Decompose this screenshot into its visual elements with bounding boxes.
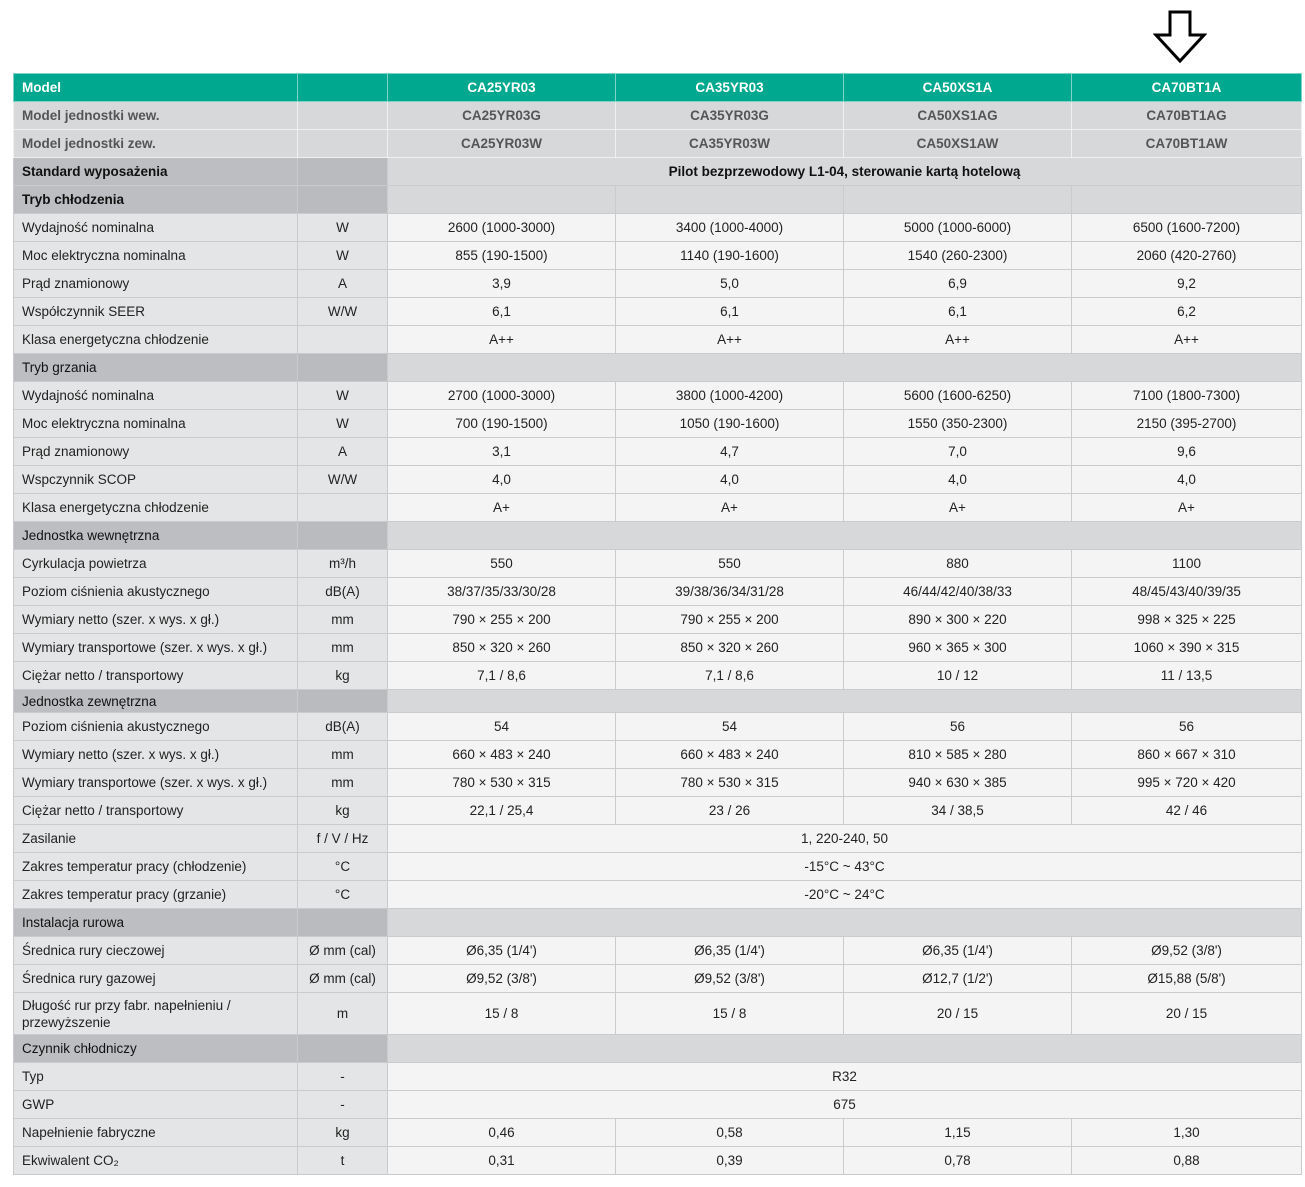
table-row xyxy=(14,769,1302,797)
refrigerant-value: 1,15 xyxy=(844,1119,1072,1147)
cooling-value: 5000 (1000-6000) xyxy=(844,214,1072,242)
cooling-label: Wydajność nominalna xyxy=(14,214,298,242)
section-blank xyxy=(616,186,844,214)
piping-value: 15 / 8 xyxy=(616,993,844,1035)
outdoor-model-label: Model jednostki zew. xyxy=(14,130,298,158)
cooling-unit xyxy=(298,326,388,354)
refrigerant-value: 0,88 xyxy=(1072,1147,1302,1175)
cooling-value: 3,9 xyxy=(388,270,616,298)
section-header xyxy=(14,186,1302,214)
heating-value: 4,7 xyxy=(616,438,844,466)
section-header xyxy=(14,1035,1302,1063)
section-blank xyxy=(388,522,1302,550)
section-blank xyxy=(388,186,616,214)
heating-unit: W xyxy=(298,410,388,438)
section-blank xyxy=(388,354,1302,382)
outdoor-unit-unit: dB(A) xyxy=(298,713,388,741)
table-row xyxy=(14,634,1302,662)
outdoor-unit-unit: mm xyxy=(298,769,388,797)
indoor-unit-value: 1060 × 390 × 315 xyxy=(1072,634,1302,662)
piping-unit: m xyxy=(298,993,388,1035)
general-unit: °C xyxy=(298,853,388,881)
section-header xyxy=(14,909,1302,937)
standard-row xyxy=(14,158,1302,186)
indoor-model-value: CA50XS1AG xyxy=(844,102,1072,130)
piping-value: Ø6,35 (1/4') xyxy=(616,937,844,965)
general-unit: f / V / Hz xyxy=(298,825,388,853)
section-blank xyxy=(298,909,388,937)
piping-value: Ø15,88 (5/8') xyxy=(1072,965,1302,993)
table-row xyxy=(14,578,1302,606)
indoor-unit-value: 550 xyxy=(616,550,844,578)
indoor-unit-value: 10 / 12 xyxy=(844,662,1072,690)
outdoor-unit-value: 54 xyxy=(388,713,616,741)
table-row xyxy=(14,797,1302,825)
table-row xyxy=(14,550,1302,578)
outdoor-unit-value: 54 xyxy=(616,713,844,741)
indoor-unit-value: 890 × 300 × 220 xyxy=(844,606,1072,634)
outdoor-unit-label: Poziom ciśnienia akustycznego xyxy=(14,713,298,741)
heating-value: 7100 (1800-7300) xyxy=(1072,382,1302,410)
table-row xyxy=(14,741,1302,769)
model-name: CA35YR03 xyxy=(616,74,844,102)
refrigerant-value: 0,58 xyxy=(616,1119,844,1147)
heating-unit: A xyxy=(298,438,388,466)
indoor-model-row xyxy=(14,102,1302,130)
table-row xyxy=(14,853,1302,881)
indoor-unit-value: 38/37/35/33/30/28 xyxy=(388,578,616,606)
refrigerant-unit: t xyxy=(298,1147,388,1175)
refrigerant-value: 1,30 xyxy=(1072,1119,1302,1147)
table-row xyxy=(14,410,1302,438)
table-row xyxy=(14,713,1302,741)
outdoor-unit-unit: mm xyxy=(298,741,388,769)
general-value: -15°C ~ 43°C xyxy=(388,853,1302,881)
table-row xyxy=(14,1091,1302,1119)
table-row xyxy=(14,214,1302,242)
indoor-unit-value: 1100 xyxy=(1072,550,1302,578)
indoor-unit-value: 960 × 365 × 300 xyxy=(844,634,1072,662)
outdoor-unit-value: 56 xyxy=(844,713,1072,741)
heating-value: A+ xyxy=(616,494,844,522)
section-blank xyxy=(1072,186,1302,214)
outdoor-unit-label: Ciężar netto / transportowy xyxy=(14,797,298,825)
outdoor-unit-value: 56 xyxy=(1072,713,1302,741)
outdoor-unit-value: 860 × 667 × 310 xyxy=(1072,741,1302,769)
outdoor-model-value: CA35YR03W xyxy=(616,130,844,158)
indoor-unit-unit: dB(A) xyxy=(298,578,388,606)
cooling-unit: W xyxy=(298,214,388,242)
heating-value: A+ xyxy=(844,494,1072,522)
outdoor-model-row xyxy=(14,130,1302,158)
table-row xyxy=(14,993,1302,1035)
table-row xyxy=(14,1063,1302,1091)
cooling-value: 1140 (190-1600) xyxy=(616,242,844,270)
outdoor-unit-section-title: Jednostka zewnętrzna xyxy=(14,690,298,713)
refrigerant-value: 0,78 xyxy=(844,1147,1072,1175)
indoor-unit-value: 7,1 / 8,6 xyxy=(616,662,844,690)
outdoor-unit-value: 42 / 46 xyxy=(1072,797,1302,825)
model-header-label: Model xyxy=(14,74,298,102)
cooling-value: 2600 (1000-3000) xyxy=(388,214,616,242)
refrigerant-value: R32 xyxy=(388,1063,1302,1091)
heating-value: 4,0 xyxy=(616,466,844,494)
piping-value: 20 / 15 xyxy=(844,993,1072,1035)
heating-value: 700 (190-1500) xyxy=(388,410,616,438)
heating-value: A+ xyxy=(1072,494,1302,522)
heating-label: Wspczynnik SCOP xyxy=(14,466,298,494)
cooling-value: 6,9 xyxy=(844,270,1072,298)
refrigerant-label: Typ xyxy=(14,1063,298,1091)
indoor-model-value: CA25YR03G xyxy=(388,102,616,130)
heating-value: 1050 (190-1600) xyxy=(616,410,844,438)
cooling-label: Moc elektryczna nominalna xyxy=(14,242,298,270)
indoor-unit-value: 7,1 / 8,6 xyxy=(388,662,616,690)
indoor-unit-value: 39/38/36/34/31/28 xyxy=(616,578,844,606)
piping-value: Ø9,52 (3/8') xyxy=(616,965,844,993)
cooling-value: A++ xyxy=(616,326,844,354)
cooling-value: 3400 (1000-4000) xyxy=(616,214,844,242)
table-row xyxy=(14,326,1302,354)
heating-label: Wydajność nominalna xyxy=(14,382,298,410)
section-header xyxy=(14,354,1302,382)
heating-unit: W xyxy=(298,382,388,410)
cooling-value: 6,1 xyxy=(616,298,844,326)
cooling-value: 6500 (1600-7200) xyxy=(1072,214,1302,242)
cooling-value: 5,0 xyxy=(616,270,844,298)
outdoor-model-value: CA25YR03W xyxy=(388,130,616,158)
table-row xyxy=(14,881,1302,909)
general-label: Zakres temperatur pracy (chłodzenie) xyxy=(14,853,298,881)
heating-value: 4,0 xyxy=(388,466,616,494)
cooling-value: 6,1 xyxy=(844,298,1072,326)
refrigerant-value: 0,46 xyxy=(388,1119,616,1147)
heating-value: 1550 (350-2300) xyxy=(844,410,1072,438)
refrigerant-label: Napełnienie fabryczne xyxy=(14,1119,298,1147)
general-value: 1, 220-240, 50 xyxy=(388,825,1302,853)
outdoor-unit-value: 34 / 38,5 xyxy=(844,797,1072,825)
indoor-unit-label: Wymiary transportowe (szer. x wys. x gł.) xyxy=(14,634,298,662)
table-row xyxy=(14,606,1302,634)
section-header xyxy=(14,522,1302,550)
outdoor-model-value: CA70BT1AW xyxy=(1072,130,1302,158)
cooling-value: 9,2 xyxy=(1072,270,1302,298)
piping-label: Średnica rury gazowej xyxy=(14,965,298,993)
indoor-unit-section-title: Jednostka wewnętrzna xyxy=(14,522,298,550)
indoor-model-value: CA35YR03G xyxy=(616,102,844,130)
section-blank xyxy=(298,522,388,550)
heating-unit: W/W xyxy=(298,466,388,494)
heating-label: Moc elektryczna nominalna xyxy=(14,410,298,438)
refrigerant-section-title: Czynnik chłodniczy xyxy=(14,1035,298,1063)
table-row xyxy=(14,1147,1302,1175)
indoor-unit-unit: m³/h xyxy=(298,550,388,578)
outdoor-unit-value: 23 / 26 xyxy=(616,797,844,825)
outdoor-unit-unit: kg xyxy=(298,797,388,825)
outdoor-unit-value: 780 × 530 × 315 xyxy=(388,769,616,797)
model-header-row xyxy=(14,74,1302,102)
cooling-value: 2060 (420-2760) xyxy=(1072,242,1302,270)
indoor-unit-label: Poziom ciśnienia akustycznego xyxy=(14,578,298,606)
refrigerant-label: Ekwiwalent CO₂ xyxy=(14,1147,298,1175)
cooling-value: 855 (190-1500) xyxy=(388,242,616,270)
piping-unit: Ø mm (cal) xyxy=(298,965,388,993)
refrigerant-unit: - xyxy=(298,1091,388,1119)
indoor-unit-value: 850 × 320 × 260 xyxy=(388,634,616,662)
section-blank xyxy=(298,354,388,382)
cooling-value: A++ xyxy=(388,326,616,354)
piping-label: Średnica rury cieczowej xyxy=(14,937,298,965)
outdoor-model-value: CA50XS1AW xyxy=(844,130,1072,158)
table-row xyxy=(14,270,1302,298)
down-arrow-icon xyxy=(1153,10,1207,64)
sub-blank xyxy=(298,102,388,130)
header-blank xyxy=(298,74,388,102)
outdoor-unit-value: 995 × 720 × 420 xyxy=(1072,769,1302,797)
refrigerant-value: 0,31 xyxy=(388,1147,616,1175)
section-blank xyxy=(298,690,388,713)
section-blank xyxy=(388,909,1302,937)
table-row xyxy=(14,494,1302,522)
indoor-unit-value: 46/44/42/40/38/33 xyxy=(844,578,1072,606)
cooling-label: Prąd znamionowy xyxy=(14,270,298,298)
refrigerant-unit: - xyxy=(298,1063,388,1091)
section-blank xyxy=(388,690,1302,713)
piping-unit: Ø mm (cal) xyxy=(298,937,388,965)
piping-value: Ø9,52 (3/8') xyxy=(1072,937,1302,965)
indoor-unit-value: 790 × 255 × 200 xyxy=(388,606,616,634)
heating-value: 4,0 xyxy=(844,466,1072,494)
refrigerant-value: 675 xyxy=(388,1091,1302,1119)
section-blank xyxy=(298,158,388,186)
cooling-label: Współczynnik SEER xyxy=(14,298,298,326)
outdoor-unit-value: 940 × 630 × 385 xyxy=(844,769,1072,797)
indoor-model-value: CA70BT1AG xyxy=(1072,102,1302,130)
heating-value: 2700 (1000-3000) xyxy=(388,382,616,410)
piping-value: Ø12,7 (1/2') xyxy=(844,965,1072,993)
piping-value: Ø9,52 (3/8') xyxy=(388,965,616,993)
piping-value: Ø6,35 (1/4') xyxy=(844,937,1072,965)
general-label: Zasilanie xyxy=(14,825,298,853)
cooling-section-title: Tryb chłodzenia xyxy=(14,186,298,214)
indoor-unit-label: Cyrkulacja powietrza xyxy=(14,550,298,578)
indoor-unit-value: 48/45/43/40/39/35 xyxy=(1072,578,1302,606)
general-label: Zakres temperatur pracy (grzanie) xyxy=(14,881,298,909)
outdoor-unit-value: 660 × 483 × 240 xyxy=(616,741,844,769)
cooling-unit: A xyxy=(298,270,388,298)
refrigerant-unit: kg xyxy=(298,1119,388,1147)
heating-label: Klasa energetyczna chłodzenie xyxy=(14,494,298,522)
cooling-value: 6,2 xyxy=(1072,298,1302,326)
refrigerant-label: GWP xyxy=(14,1091,298,1119)
cooling-value: 1540 (260-2300) xyxy=(844,242,1072,270)
heating-label: Prąd znamionowy xyxy=(14,438,298,466)
outdoor-unit-value: 22,1 / 25,4 xyxy=(388,797,616,825)
piping-label: Długość rur przy fabr. napełnieniu / przewyższenie xyxy=(14,993,298,1035)
outdoor-unit-label: Wymiary netto (szer. x wys. x gł.) xyxy=(14,741,298,769)
spec-table xyxy=(13,73,1302,1175)
sub-blank xyxy=(298,130,388,158)
indoor-unit-value: 550 xyxy=(388,550,616,578)
cooling-value: 6,1 xyxy=(388,298,616,326)
table-row xyxy=(14,965,1302,993)
piping-value: 15 / 8 xyxy=(388,993,616,1035)
cooling-unit: W/W xyxy=(298,298,388,326)
table-row xyxy=(14,662,1302,690)
indoor-model-label: Model jednostki wew. xyxy=(14,102,298,130)
cooling-value: A++ xyxy=(844,326,1072,354)
indoor-unit-value: 790 × 255 × 200 xyxy=(616,606,844,634)
section-blank xyxy=(298,1035,388,1063)
model-name: CA25YR03 xyxy=(388,74,616,102)
outdoor-unit-value: 780 × 530 × 315 xyxy=(616,769,844,797)
heating-value: 7,0 xyxy=(844,438,1072,466)
general-value: -20°C ~ 24°C xyxy=(388,881,1302,909)
general-unit: °C xyxy=(298,881,388,909)
section-blank xyxy=(844,186,1072,214)
outdoor-unit-value: 660 × 483 × 240 xyxy=(388,741,616,769)
table-row xyxy=(14,382,1302,410)
piping-section-title: Instalacja rurowa xyxy=(14,909,298,937)
indoor-unit-label: Wymiary netto (szer. x wys. x gł.) xyxy=(14,606,298,634)
table-row xyxy=(14,438,1302,466)
indoor-unit-unit: mm xyxy=(298,606,388,634)
indoor-unit-value: 998 × 325 × 225 xyxy=(1072,606,1302,634)
heating-value: 4,0 xyxy=(1072,466,1302,494)
section-blank xyxy=(388,1035,1302,1063)
heating-value: 3,1 xyxy=(388,438,616,466)
standard-label: Standard wyposażenia xyxy=(14,158,298,186)
cooling-value: A++ xyxy=(1072,326,1302,354)
heating-section-title: Tryb grzania xyxy=(14,354,298,382)
model-name: CA50XS1A xyxy=(844,74,1072,102)
heating-unit xyxy=(298,494,388,522)
heating-value: 9,6 xyxy=(1072,438,1302,466)
table-row xyxy=(14,466,1302,494)
indoor-unit-value: 850 × 320 × 260 xyxy=(616,634,844,662)
piping-value: 20 / 15 xyxy=(1072,993,1302,1035)
table-row xyxy=(14,298,1302,326)
outdoor-unit-label: Wymiary transportowe (szer. x wys. x gł.) xyxy=(14,769,298,797)
heating-value: 5600 (1600-6250) xyxy=(844,382,1072,410)
heating-value: 3800 (1000-4200) xyxy=(616,382,844,410)
heating-value: 2150 (395-2700) xyxy=(1072,410,1302,438)
table-row xyxy=(14,937,1302,965)
outdoor-unit-value: 810 × 585 × 280 xyxy=(844,741,1072,769)
table-row xyxy=(14,825,1302,853)
indoor-unit-unit: kg xyxy=(298,662,388,690)
table-row xyxy=(14,1119,1302,1147)
model-name: CA70BT1A xyxy=(1072,74,1302,102)
indoor-unit-unit: mm xyxy=(298,634,388,662)
section-header xyxy=(14,690,1302,713)
indoor-unit-value: 11 / 13,5 xyxy=(1072,662,1302,690)
indoor-unit-value: 880 xyxy=(844,550,1072,578)
table-row xyxy=(14,242,1302,270)
section-blank xyxy=(298,186,388,214)
heating-value: A+ xyxy=(388,494,616,522)
refrigerant-value: 0,39 xyxy=(616,1147,844,1175)
standard-value: Pilot bezprzewodowy L1-04, sterowanie kartą hotelową xyxy=(388,158,1302,186)
cooling-label: Klasa energetyczna chłodzenie xyxy=(14,326,298,354)
piping-value: Ø6,35 (1/4') xyxy=(388,937,616,965)
cooling-unit: W xyxy=(298,242,388,270)
indoor-unit-label: Ciężar netto / transportowy xyxy=(14,662,298,690)
